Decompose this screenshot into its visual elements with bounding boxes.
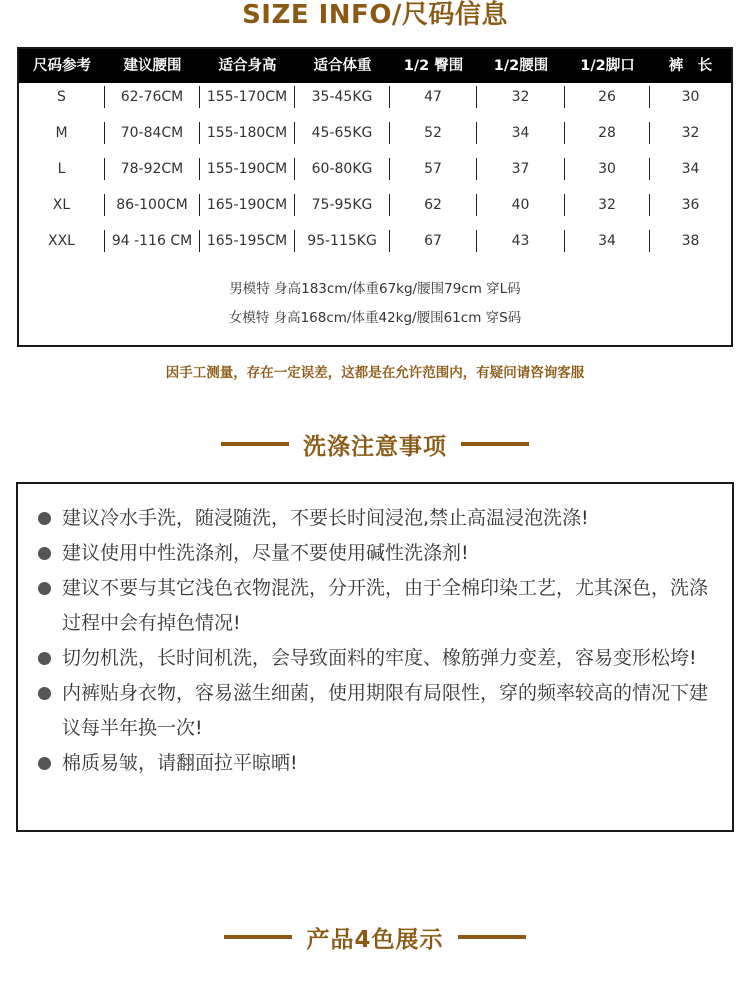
header-size: 尺码参考: [33, 58, 91, 74]
table-cell: 52: [390, 122, 477, 144]
table-cell: 155-180CM: [200, 122, 295, 144]
wash-instructions-box: [16, 482, 734, 832]
divider: [461, 442, 529, 446]
wash-item-text: 切勿机洗，长时间机洗，会导致面料的牢度、橡筋弹力变差，容易变形松垮!: [62, 647, 697, 669]
wash-list: [36, 501, 726, 781]
wash-item-text: 内裤贴身衣物，容易滋生细菌，使用期限有局限性，穿的频率较高的情况下建议每半年换一次!: [62, 682, 709, 739]
wash-section-title: [0, 426, 750, 462]
color-display-title-text: 产品4色展示: [306, 926, 444, 953]
male-model-note: 男模特 身高183cm/体重67kg/腰围79cm 穿L码: [229, 281, 521, 297]
wash-item-text: 建议使用中性洗涤剂，尽量不要使用碱性洗涤剂!: [62, 542, 469, 564]
table-row: [19, 155, 731, 191]
table-cell: 45-65KG: [295, 122, 390, 144]
list-item: [36, 676, 726, 746]
size-table: [17, 47, 733, 347]
table-cell: 40: [477, 194, 565, 216]
table-cell: 62: [390, 194, 477, 216]
header-height: 适合身高: [218, 58, 277, 74]
table-cell: 62-76CM: [105, 86, 200, 108]
table-cell: 32: [681, 125, 700, 141]
table-cell: 67: [390, 230, 477, 252]
wash-item-text: 建议冷水手洗，随浸随洗，不要长时间浸泡,禁止高温浸泡洗涤!: [62, 507, 589, 529]
list-item: [36, 746, 726, 781]
table-cell: 38: [681, 233, 700, 249]
bullet-icon: [38, 512, 51, 525]
wash-item-text: 棉质易皱，请翻面拉平晾晒!: [62, 752, 298, 774]
wash-section-title-text: 洗涤注意事项: [303, 433, 447, 460]
table-cell: 165-190CM: [200, 194, 295, 216]
table-cell: 37: [477, 158, 565, 180]
table-cell: 32: [565, 194, 650, 216]
female-model-note: 女模特 身高168cm/体重42kg/腰围61cm 穿S码: [228, 310, 522, 326]
model-notes: [19, 275, 731, 333]
table-cell: 34: [477, 122, 565, 144]
table-cell: 75-95KG: [295, 194, 390, 216]
bullet-icon: [38, 652, 51, 665]
size-table-body: [19, 83, 731, 263]
table-cell: 155-170CM: [200, 86, 295, 108]
header-length: 裤 长: [668, 58, 713, 74]
table-cell: M: [19, 122, 105, 144]
list-item: [36, 536, 726, 571]
table-cell: 32: [477, 86, 565, 108]
table-cell: S: [19, 86, 105, 108]
divider: [458, 935, 526, 939]
table-cell: 47: [390, 86, 477, 108]
table-row: [19, 119, 731, 155]
bullet-icon: [38, 687, 51, 700]
color-display-title: [0, 919, 750, 955]
table-cell: 95-115KG: [295, 230, 390, 252]
divider: [224, 935, 292, 939]
table-cell: 165-195CM: [200, 230, 295, 252]
table-cell: 78-92CM: [105, 158, 200, 180]
header-half-waist: 1/2腰围: [493, 58, 549, 74]
table-cell: 35-45KG: [295, 86, 390, 108]
header-half-leg-opening: 1/2脚口: [580, 58, 635, 74]
bullet-icon: [38, 757, 51, 770]
table-cell: 57: [390, 158, 477, 180]
table-cell: 70-84CM: [105, 122, 200, 144]
list-item: [36, 571, 726, 641]
table-cell: 26: [565, 86, 650, 108]
bullet-icon: [38, 582, 51, 595]
measurement-note: 因手工测量，存在一定误差，这都是在允许范围内，有疑问请咨询客服: [165, 365, 585, 381]
header-half-hip: 1/2 臀围: [403, 58, 464, 74]
table-cell: 155-190CM: [200, 158, 295, 180]
table-cell: 94 -116 CM: [105, 230, 200, 252]
table-row: [19, 191, 731, 227]
list-item: [36, 641, 726, 676]
table-cell: XXL: [19, 230, 105, 252]
list-item: [36, 501, 726, 536]
table-row: [19, 83, 731, 119]
wash-item-text: 建议不要与其它浅色衣物混洗，分开洗，由于全棉印染工艺，尤其深色，洗涤过程中会有掉色情况!: [62, 577, 709, 634]
table-cell: 30: [565, 158, 650, 180]
table-cell: 43: [477, 230, 565, 252]
table-row: [19, 227, 731, 263]
bullet-icon: [38, 547, 51, 560]
table-cell: 34: [565, 230, 650, 252]
header-weight: 适合体重: [313, 58, 372, 74]
table-cell: 60-80KG: [295, 158, 390, 180]
table-cell: 34: [681, 161, 700, 177]
table-cell: L: [19, 158, 105, 180]
table-cell: XL: [19, 194, 105, 216]
divider: [221, 442, 289, 446]
table-cell: 36: [681, 197, 700, 213]
table-cell: 86-100CM: [105, 194, 200, 216]
header-waist-suggest: 建议腰围: [123, 58, 182, 74]
table-cell: 30: [681, 89, 700, 105]
size-info-title: SIZE INFO/尺码信息: [242, 0, 508, 30]
size-table-header: [19, 49, 731, 83]
table-cell: 28: [565, 122, 650, 144]
